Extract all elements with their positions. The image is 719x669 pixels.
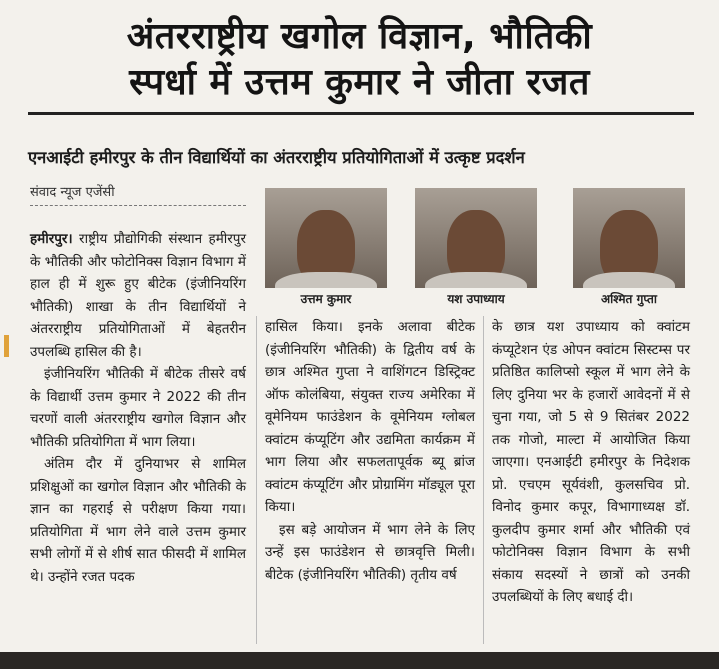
headline-line-2: स्पर्धा में उत्तम कुमार ने जीता रजत xyxy=(129,62,590,103)
subheadline: एनआईटी हमीरपुर के तीन विद्यार्थियों का अंतरराष्ट्रीय प्रतियोगिताओं में उत्कृष्ट प्रदर्शन xyxy=(28,148,525,167)
article-column-2 xyxy=(265,316,475,586)
agency-divider xyxy=(30,205,246,206)
article-paragraph: इंजीनियरिंग भौतिकी में बीटेक तीसरे वर्ष के विद्यार्थी उत्तम कुमार ने 2022 की तीन चरणों वाली अंतरराष्ट्रीय खगोल विज्ञान और भौतिकी प्रतियोगिता में भाग लिया। xyxy=(30,366,246,450)
dateline: हमीरपुर। xyxy=(30,231,73,247)
column-marker xyxy=(4,335,9,357)
headline-rule xyxy=(28,112,694,115)
next-article-cutoff xyxy=(0,652,719,669)
photo-ashmit-gupta xyxy=(573,188,685,288)
photo-caption: यश उपाध्याय xyxy=(447,292,505,306)
photo-yash-upadhyay xyxy=(415,188,537,288)
photo-caption: अश्मित गुप्ता xyxy=(601,292,657,306)
photo-uttam-kumar xyxy=(265,188,387,288)
agency-credit: संवाद न्यूज एजेंसी xyxy=(30,185,115,200)
column-divider xyxy=(483,316,484,644)
column-divider xyxy=(256,316,257,644)
article-paragraph: इस बड़े आयोजन में भाग लेने के लिए उन्हें इस फाउंडेशन से छात्रवृत्ति मिली। बीटेक (इंजीनियरिंग भौतिकी) तृतीय वर्ष xyxy=(265,521,475,583)
headline-line-1: अंतरराष्ट्रीय खगोल विज्ञान, भौतिकी xyxy=(126,16,593,57)
article-column-3 xyxy=(492,316,690,609)
article-paragraph: के छात्र यश उपाध्याय को क्वांटम कंप्यूटेशन एंड ओपन क्वांटम सिस्टम्स पर प्रतिष्ठित कालिप्सो स्कूल में भाग लेने के लिए दुनिया भर के हजारों आवेदनों में से चुना गया, जो 5 से 9 सितंबर 2022 तक गोजो, माल्टा में आयोजित किया जाएगा। एनआईटी हमीरपुर के निदेशक प्रो. एचएम सूर्यवंशी, कुलसचिव प्रो. विनोद कुमार कपूर, विभागाध्यक्ष डॉ. कुलदीप कुमार शर्मा और भौतिकी एवं फोटोनिक्स विज्ञान विभाग के सभी संकाय सदस्यों ने छात्रों को उनकी उपलब्धियों के लिए बधाई दी। xyxy=(492,319,690,605)
article-paragraph: अंतिम दौर में दुनियाभर से शामिल प्रशिक्षुओं का खगोल विज्ञान और भौतिकी के ज्ञान का गहराई से परीक्षण किया गया। प्रतियोगिता में भाग लेने वाले उत्तम कुमार सभी लोगों में से शीर्ष सात फीसदी में शामिल थे। उन्होंने रजत पदक xyxy=(30,456,246,585)
article-column-1 xyxy=(30,228,246,588)
headline xyxy=(0,14,719,106)
photo-caption: उत्तम कुमार xyxy=(300,292,352,306)
article-paragraph: राष्ट्रीय प्रौद्योगिकी संस्थान हमीरपुर के भौतिकी और फोटोनिक्स विज्ञान विभाग में हाल ही में शुरू हुए बीटेक (इंजीनियरिंग भौतिकी) शाखा के तीन विद्यार्थियों ने अंतरराष्ट्रीय प्रतियोगिताओं में बेहतरीन उपलब्धि हासिल की है। xyxy=(30,231,246,360)
article-paragraph: हासिल किया। इनके अलावा बीटेक (इंजीनियरिंग भौतिकी) के द्वितीय वर्ष के छात्र अश्मित गुप्ता ने वाशिंगटन डिस्ट्रिक्ट ऑफ कोलंबिया, संयुक्त राज्य अमेरिका में वूमेनियम फाउंडेशन के वूमेनियम ग्लोबल क्वांटम कंप्यूटिंग और उद्यमिता कार्यक्रम में भाग लिया और सफलतापूर्वक ब्यू ब्रांज क्वांटम कंप्यूटिंग और प्रोग्रामिंग मॉड्यूल पूरा किया। xyxy=(265,319,475,515)
